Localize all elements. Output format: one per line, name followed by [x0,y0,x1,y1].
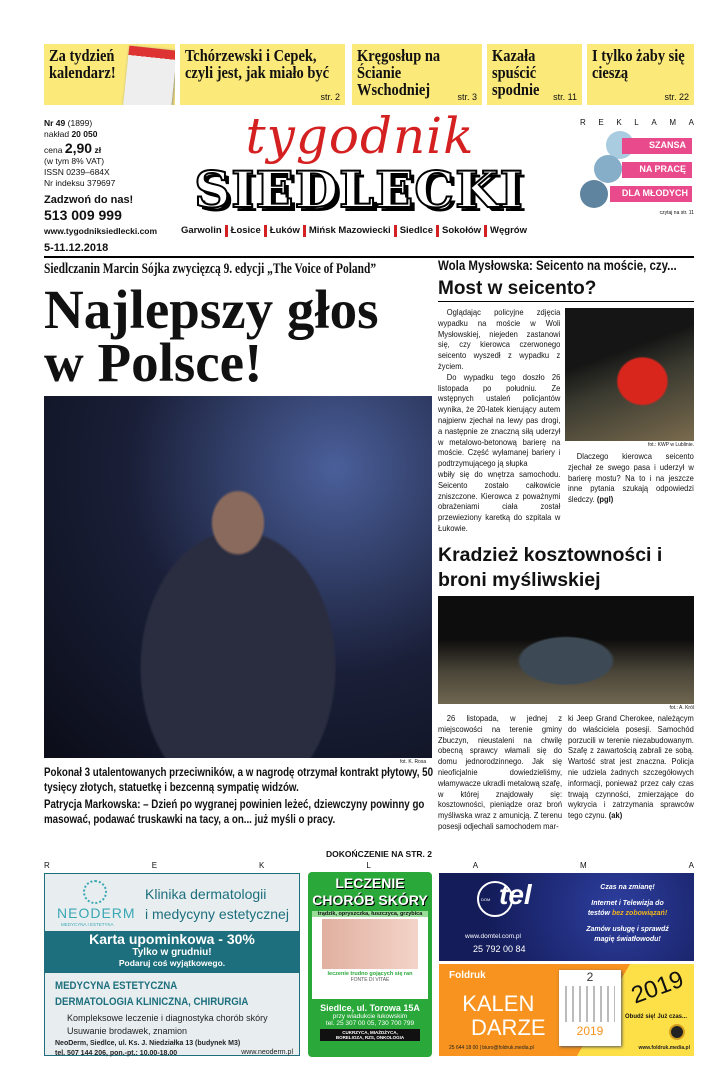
ad-neoderm[interactable]: NEODERM MEDYCYNA I ESTETYKA Klinika dermatologii i medycyny estetycznej Karta upominkowa - 30% Tylko w grudniu! Podaruj coś wyjątkowego. MEDYCYNA ESTETYCZNA DERMATOLOGIA KLINICZNA, CHIRURGIA Kompleksowe leczenie i diagnostyka chorób skóry Usuwanie brodawek, znamion NeoDerm, Siedlce, ul. Ks. J. Niedziałka 13 (budynek M3) tel. 507 144 206, pon.-pt.: 10.00-18.00 www.neoderm.pl [44,873,300,1056]
article2-sign: (ak) [608,810,623,821]
main-headline[interactable]: Najlepszy głos w Polsce! [44,279,379,393]
ad-foldruk[interactable]: Foldruk KALEN DARZE 25 644 18 00 | biuro@foldruk.media.pl 2 2019 2019 Obudź się! Już czas... www.foldruk.media.pl [439,964,694,1056]
reklama-letter: R [44,861,50,870]
circle-icon [594,155,622,183]
reklama-letter: A [688,861,694,870]
crash-photo [565,308,694,441]
face-photo [322,919,418,969]
article2-title[interactable]: Kradzież kosztowności i broni myśliwskiej [438,544,663,591]
article1-title[interactable]: Most w seicento? [438,278,597,299]
towns-list [181,225,527,237]
circle-icon [580,180,608,208]
logo-script: tygodnik [245,107,475,165]
teaser-article[interactable]: Kazała spuścić spodnie str. 11 [487,44,582,105]
article1-text: Oglądając policyjne zdjęcia wypadku na moście w Woli Mysłowskiej, niejeden zastanowi się, czy kierowca czerwonego seicento wyszedł z wypadku z życiem. Do wypadku tego doszło 26 listopada po południu. Ze wstępnych ustaleń policjantów wynika, że 20-latek kierujący autem najpierw zjechał na lewy pas drogi, a następnie ze znaczną siłą uderzył w metalowo-betonową barierę na moście. Część wyłamanej bariery i podtrzymującego ją słupka wbiły się do wnętrza samochodu. Seicento zostało całkowicie zniszczone. Kierowca z poważnymi obrażeniami ciała został przewieziony karetką do szpitala w Łukowie. [438,307,561,533]
town-label: Węgrów [490,225,527,236]
alarm-clock-icon [669,1024,685,1040]
town-label: Łosice [230,225,261,236]
reklama-letters [44,861,694,870]
separator [264,225,267,237]
town-label: Mińsk Mazowiecki [308,225,391,236]
reklama-letter: K [259,861,265,870]
logo-block: SIEDLECKI [194,162,524,218]
main-photo-singer [44,396,432,758]
issue-info: Nr 49 (1899) nakład 20 050 cena 2,90 zł (w tym 8% VAT) ISSN 0239–684X Nr indeksu 379697 Zadzwoń do nas! 513 009 999 www.tygodniksiedlecki.com [44,118,179,237]
reklama-letter: A [472,861,479,870]
reklama-letter: L [366,861,371,870]
separator [225,225,228,237]
jeep-photo [438,596,694,704]
reklama-letter: E [151,861,158,870]
main-kicker: Siedlczanin Marcin Sójka zwycięzcą 9. edycji „The Voice of Poland” [44,261,377,277]
separator [394,225,397,237]
teaser-calendar[interactable]: Za tydzień kalendarz! [44,44,175,105]
separator [436,225,439,237]
town-label: Sokołów [441,225,482,236]
neoderm-logo-icon [83,880,107,904]
town-label: Siedlce [399,225,433,236]
reklama-letter: M [580,861,587,870]
continued-link[interactable]: DOKOŃCZENIE NA STR. 2 [326,849,432,859]
ad-domtel[interactable]: DOM tel www.domtel.com.pl 25 792 00 84 Czas na zmianę! Internet i Telewizja do testów bez zobowiązań! Zamów usługę i sprawdź magię światłowodu! [439,873,694,961]
reklama-label: R E K L A M A [580,118,694,127]
main-lead: Pokonał 3 utalentowanych przeciwników, a w nagrodę otrzymał kontrakt płytowy, 50 tysięcy złotych, statuetkę i bezcenną sympatię widzów. Patrycja Markowska: – Dzień po wygranej powinien leżeć, dziewczyny powinny go masować, podawać truskawki na tacy, a on... już myśli o pracy. [44,765,434,826]
website-link[interactable]: www.tygodniksiedlecki.com [44,226,158,236]
separator [484,225,487,237]
separator [303,225,306,237]
town-label: Łuków [269,225,300,236]
ad-fonte-di-vitae[interactable]: LECZENIE CHORÓB SKÓRY trądzik, opryszczka, łuszczyca, grzybica leczenie trudno gojących się ran FONTE DI VITAE Siedlce, ul. Torowa 15A przy wiadukcie łukowskim tel. 25 307 00 05, 730 700 799 CUKRZYCA, MIAŻDŻYCA, BORELIOZA, RZS, ONKOLOGIA [308,872,432,1057]
town-label: Garwolin [181,225,222,236]
promo-reklama[interactable]: R E K L A M A SZANSA NA PRACĘ DLA MŁODYCH czytaj na str. 11 [580,118,694,216]
issue-date: 5-11.12.2018 [44,242,109,254]
wall-calendar: 2 2019 [559,970,621,1046]
teaser-article[interactable]: Kręgosłup na Ścianie Wschodniej str. 3 [352,44,482,105]
teaser-article[interactable]: I tylko żaby się cieszą str. 22 [587,44,694,105]
teaser-article[interactable]: Tchórzewski i Cepek, czyli jest, jak miało być str. 2 [180,44,345,105]
calendar-thumbnail [123,46,175,105]
